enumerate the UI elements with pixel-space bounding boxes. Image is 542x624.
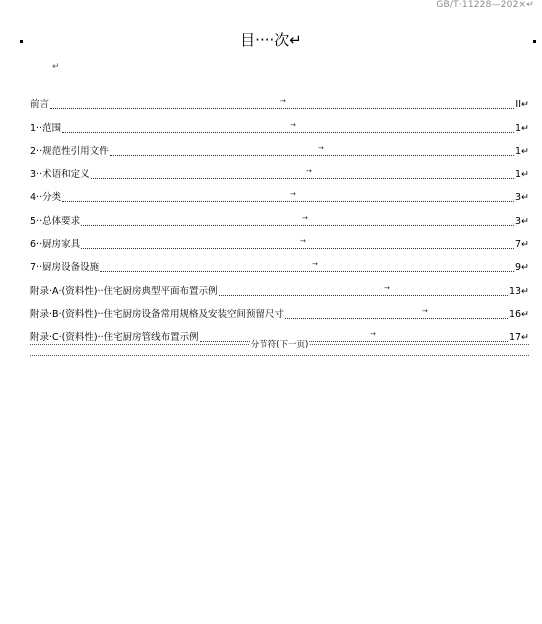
toc-entry-page: II↵ bbox=[515, 99, 529, 111]
toc-entry-label: 5··总体要求 bbox=[30, 215, 81, 227]
toc-entry-page: 13↵ bbox=[508, 285, 529, 297]
toc-entry[interactable] bbox=[30, 88, 529, 111]
toc-leader-dots bbox=[100, 270, 514, 272]
toc-title: 目····次↵ bbox=[240, 31, 302, 49]
tab-arrow-icon: → bbox=[280, 97, 286, 106]
toc-entry-page: 1↵ bbox=[514, 145, 529, 157]
tab-arrow-icon: → bbox=[300, 237, 306, 246]
toc-entry[interactable] bbox=[30, 158, 529, 181]
tab-arrow-icon: → bbox=[312, 260, 318, 269]
standard-code-header: GB/T·11228—202×↵ bbox=[436, 0, 534, 10]
toc-leader-dots bbox=[62, 200, 514, 202]
paragraph-mark: ↵ bbox=[52, 62, 60, 72]
toc-entry-page: 17↵ bbox=[508, 332, 529, 344]
toc-leader-dots bbox=[62, 131, 514, 133]
toc-entry-page: 1↵ bbox=[514, 169, 529, 181]
toc-entry[interactable] bbox=[30, 204, 529, 227]
tab-arrow-icon: → bbox=[302, 213, 308, 222]
table-of-contents bbox=[30, 88, 529, 344]
tab-arrow-icon: → bbox=[290, 120, 296, 129]
toc-leader-dots bbox=[81, 224, 514, 226]
toc-entry[interactable] bbox=[30, 274, 529, 297]
section-break-label: 分节符(下一页) bbox=[250, 340, 309, 350]
tab-arrow-icon: → bbox=[384, 283, 390, 292]
tab-arrow-icon: → bbox=[318, 143, 324, 152]
tab-arrow-icon: → bbox=[290, 190, 296, 199]
toc-entry-label: 6··厨房家具 bbox=[30, 239, 81, 251]
toc-entry-label: 4··分类 bbox=[30, 192, 62, 204]
toc-entry-page: 3↵ bbox=[514, 215, 529, 227]
toc-leader-dots bbox=[81, 247, 514, 249]
toc-entry-label: 附录·B·(资料性)··住宅厨房设备常用规格及安装空间预留尺寸 bbox=[30, 308, 285, 320]
toc-entry-label: 2··规范性引用文件 bbox=[30, 145, 109, 157]
toc-entry-page: 3↵ bbox=[514, 192, 529, 204]
tab-arrow-icon: → bbox=[370, 330, 376, 339]
toc-entry-page: 1↵ bbox=[514, 122, 529, 134]
toc-leader-dots bbox=[200, 340, 508, 342]
toc-leader-dots bbox=[110, 154, 514, 156]
toc-entry[interactable] bbox=[30, 251, 529, 274]
tab-arrow-icon: → bbox=[306, 167, 312, 176]
toc-entry-page: 7↵ bbox=[514, 239, 529, 251]
toc-entry[interactable] bbox=[30, 181, 529, 204]
toc-entry-label: 附录·A·(资料性)··住宅厨房典型平面布置示例 bbox=[30, 285, 218, 297]
tab-arrow-icon: → bbox=[422, 306, 428, 315]
toc-entry-label: 1··范围 bbox=[30, 122, 62, 134]
section-break-next-page bbox=[30, 340, 529, 356]
toc-entry-label: 附录·C·(资料性)··住宅厨房管线布置示例 bbox=[30, 332, 199, 344]
toc-entry[interactable] bbox=[30, 298, 529, 321]
toc-entry-label: 3··术语和定义 bbox=[30, 169, 90, 181]
toc-entry-label: 7··厨房设备设施 bbox=[30, 262, 100, 274]
toc-leader-dots bbox=[50, 107, 514, 109]
toc-entry-page: 9↵ bbox=[514, 262, 529, 274]
toc-entry-label: 前言 bbox=[30, 99, 50, 111]
toc-entry-page: 16↵ bbox=[508, 308, 529, 320]
toc-leader-dots bbox=[91, 177, 514, 179]
toc-leader-dots bbox=[219, 294, 508, 296]
toc-entry[interactable] bbox=[30, 135, 529, 158]
toc-entry[interactable] bbox=[30, 228, 529, 251]
toc-entry[interactable] bbox=[30, 111, 529, 134]
toc-leader-dots bbox=[285, 317, 508, 319]
